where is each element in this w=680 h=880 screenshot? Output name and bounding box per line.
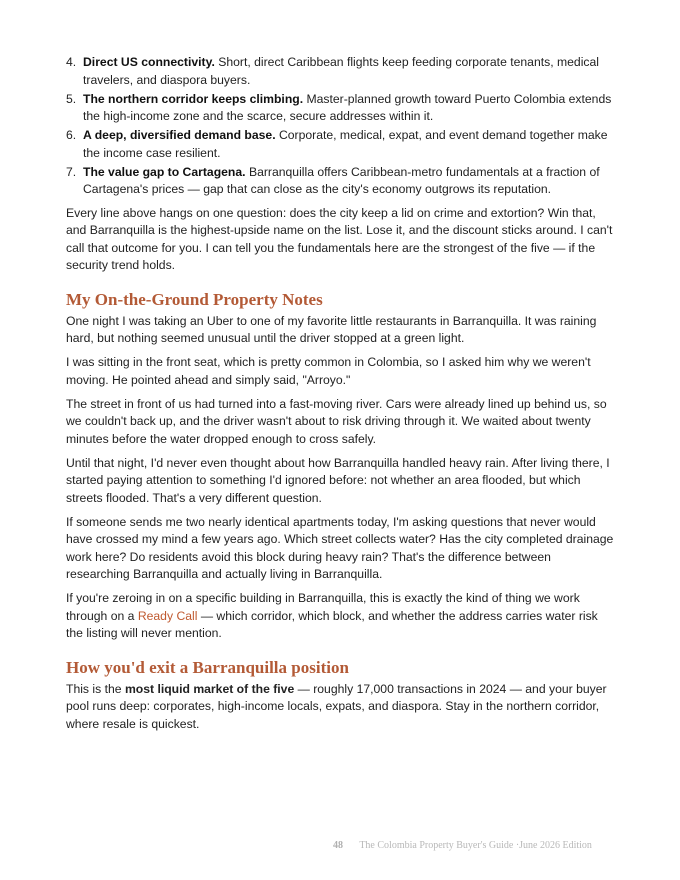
notes-p6-before: If you're zeroing in on a specific building in Barranquilla, this is exactly the kind of thing we work through on a xyxy=(66,591,580,623)
list-item xyxy=(66,164,616,199)
notes-p6-after: — which corridor, which block, and whether the address carries water risk the listing will never mention. xyxy=(66,608,598,640)
notes-paragraph-1: One night I was taking an Uber to one of my favorite little restaurants in Barranquilla. It was raining hard, but nothing seemed unusual until the driver stopped at a green light. xyxy=(66,313,597,345)
list-item-title: The value gap to Cartagena. xyxy=(83,164,246,179)
notes-paragraph-6 xyxy=(66,590,616,643)
ready-call-link[interactable]: Ready Call xyxy=(137,608,198,623)
page-footer xyxy=(333,840,592,851)
exit-text-after: — roughly 17,000 transactions in 2024 — and your buyer pool runs deep: corporates, high-income locals, expats, and diaspora. Stay in the northern corridor, where resale is quickest. xyxy=(66,681,607,731)
notes-paragraph-3: The street in front of us had turned into a fast-moving river. Cars were already lined up behind us, so we couldn't back up, and the driver wasn't about to risk driving through it. We waited about twenty minutes before the water dropped enough to cross safely. xyxy=(66,396,607,446)
page-number: 48 xyxy=(333,840,343,851)
list-item-number: 5. xyxy=(66,91,77,106)
list-item-text: Corporate, medical, expat, and event demand together make the income case resilient. xyxy=(83,128,608,160)
list-item-title: The northern corridor keeps climbing. xyxy=(83,91,304,106)
exit-paragraph xyxy=(66,681,616,734)
list-item-number: 6. xyxy=(66,128,77,142)
notes-paragraph-4: Until that night, I'd never even thought about how Barranquilla handled heavy rain. After living there, I started paying attention to something I'd ignored before: not whether an area flooded, but which streets flooded. That's a very different question. xyxy=(66,455,610,505)
list-item xyxy=(66,127,616,162)
list-item-title: Direct US connectivity. xyxy=(83,55,215,69)
list-item-text: Short, direct Caribbean flights keep feeding corporate tenants, medical travelers, and diaspora buyers. xyxy=(83,55,599,87)
list-item-text: Master-planned growth toward Puerto Colombia extends the high-income zone and the scarce, secure addresses within it. xyxy=(83,91,612,123)
notes-paragraph-5: If someone sends me two nearly identical apartments today, I'm asking questions that never would have crossed my mind a few years ago. Which street collects water? Has the city completed drainage work here? Do residents avoid this block during heavy rain? That's the difference between researching Barranquilla and actually living in Barranquilla. xyxy=(66,514,614,581)
list-item xyxy=(66,91,616,126)
notes-paragraph-2: I was sitting in the front seat, which is pretty common in Colombia, so I asked him why we weren't moving. He pointed ahead and simply said, "Arroyo." xyxy=(66,355,591,387)
exit-text-bold: most liquid market of the five xyxy=(124,681,295,696)
footer-title: The Colombia Property Buyer's Guide ·June 2026 Edition xyxy=(359,840,592,851)
page-content xyxy=(66,54,616,740)
numbered-list xyxy=(66,54,616,199)
list-item-text: Barranquilla offers Caribbean-metro fundamentals at a fraction of Cartagena's prices — gap that can close as the city's economy outgrows its reputation. xyxy=(83,164,600,196)
summary-paragraph: Every line above hangs on one question: does the city keep a lid on crime and extortion? Win that, and Barranquilla is the highest-upside name on the list. Lose it, and the discount sticks around. I can't call that outcome for you. I can tell you the fundamentals here are the strongest of the five — if the security trend holds. xyxy=(66,205,613,272)
list-item-number: 4. xyxy=(66,55,77,69)
list-item-title: A deep, diversified demand base. xyxy=(83,128,276,142)
section-heading-notes: My On-the-Ground Property Notes xyxy=(66,289,323,309)
list-item-number: 7. xyxy=(66,164,77,179)
exit-text-before: This is the xyxy=(66,681,125,696)
section-heading-exit: How you'd exit a Barranquilla position xyxy=(66,657,349,677)
list-item xyxy=(66,54,616,89)
